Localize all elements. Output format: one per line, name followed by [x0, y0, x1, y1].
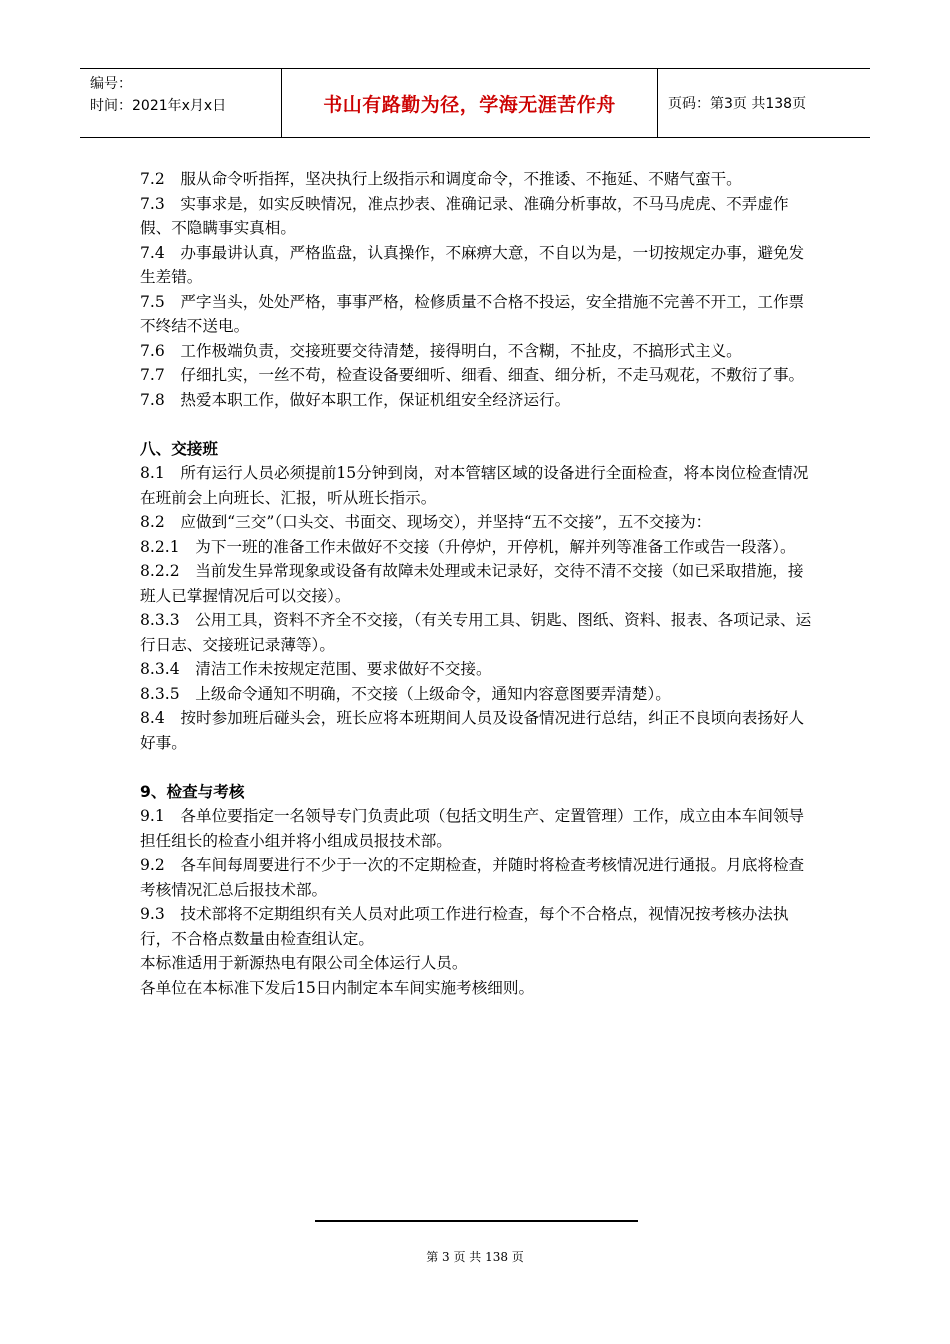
clause-7-7: 7.7 仔细扎实，一丝不苟，检查设备要细听、细看、细查、细分析，不走马观花，不敷衍了事。	[140, 366, 805, 384]
document-date-label: 时间：2021年x月x日	[90, 98, 227, 114]
clause-7-3: 7.3 实事求是，如实反映情况，准点抄表、准确记录、准确分析事故，不马马虎虎、不弄虚作假、不隐瞒事实真相。	[140, 194, 789, 237]
clause-7-4: 7.4 办事最讲认真，严格监盘，认真操作，不麻痹大意，不自以为是，一切按规定办事，避免发生差错。	[140, 243, 805, 286]
clause-8-3-5: 8.3.5 上级命令通知不明确，不交接（上级命令，通知内容意图要弄清楚）。	[140, 684, 671, 703]
footer-divider	[315, 1220, 638, 1222]
implementation-statement: 各单位在本标准下发后15日内制定本车间实施考核细则。	[140, 978, 535, 997]
header-meta	[80, 69, 282, 137]
clause-8-2-2: 8.2.2 当前发生异常现象或设备有故障未处理或未记录好，交待不清不交接（如已采取措施，接班人已掌握情况后可以交接）。	[140, 562, 804, 605]
clause-9-1: 9.1 各单位要指定一名领导专门负责此项（包括文明生产、定置管理）工作，成立由本车间领导担任组长的检查小组并将小组成员报技术部。	[140, 807, 805, 850]
clause-9-3: 9.3 技术部将不定期组织有关人员对此项工作进行检查，每个不合格点，视情况按考核办法执行，不合格点数量由检查组认定。	[140, 905, 789, 948]
footer-page-number: 第 3 页 共 138 页	[426, 1250, 524, 1264]
scope-statement: 本标准适用于新源热电有限公司全体运行人员。	[140, 954, 468, 972]
document-number-label: 编号：	[90, 76, 132, 92]
clause-7-5: 7.5 严字当头，处处严格，事事严格，检修质量不合格不投运，安全措施不完善不开工，工作票不终结不送电。	[140, 292, 805, 335]
page-header	[80, 68, 870, 138]
section-8-heading: 八、交接班	[140, 439, 218, 458]
header-page-number: 页码：第3页 共138页	[668, 96, 807, 112]
clause-7-6: 7.6 工作极端负责，交接班要交待清楚，接得明白，不含糊，不扯皮，不搞形式主义。	[140, 341, 742, 360]
clause-7-2: 7.2 服从命令听指挥，坚决执行上级指示和调度命令，不推诿、不拖延、不赌气蛮干。	[140, 170, 742, 188]
clause-8-2: 8.2 应做到“三交”（口头交、书面交、现场交），并坚持“五不交接”，五不交接为：	[140, 513, 712, 531]
header-motto: 书山有路勤为径，学海无涯苦作舟	[323, 93, 616, 116]
clause-8-3-3: 8.3.3 公用工具，资料不齐全不交接，（有关专用工具、钥匙、图纸、资料、报表、各项记录、运行日志、交接班记录薄等）。	[140, 611, 812, 654]
header-motto-cell	[282, 69, 658, 137]
clause-7-8: 7.8 热爱本职工作，做好本职工作，保证机组安全经济运行。	[140, 390, 571, 409]
clause-8-2-1: 8.2.1 为下一班的准备工作未做好不交接（升停炉，开停机，解并列等准备工作或告一段落）。	[140, 537, 796, 556]
page-footer	[0, 1248, 950, 1265]
section-9-heading: 9、检查与考核	[140, 782, 245, 801]
clause-8-3-4: 8.3.4 清洁工作未按规定范围、要求做好不交接。	[140, 660, 492, 678]
clause-9-2: 9.2 各车间每周要进行不少于一次的不定期检查，并随时将检查考核情况进行通报。月底将检查考核情况汇总后报技术部。	[140, 856, 805, 899]
clause-8-4: 8.4 按时参加班后碰头会，班长应将本班期间人员及设备情况进行总结，纠正不良顷向表扬好人好事。	[140, 709, 805, 752]
document-body	[140, 167, 816, 1000]
clause-8-1: 8.1 所有运行人员必须提前15分钟到岗，对本管辖区域的设备进行全面检查，将本岗位检查情况在班前会上向班长、汇报，听从班长指示。	[140, 464, 809, 507]
